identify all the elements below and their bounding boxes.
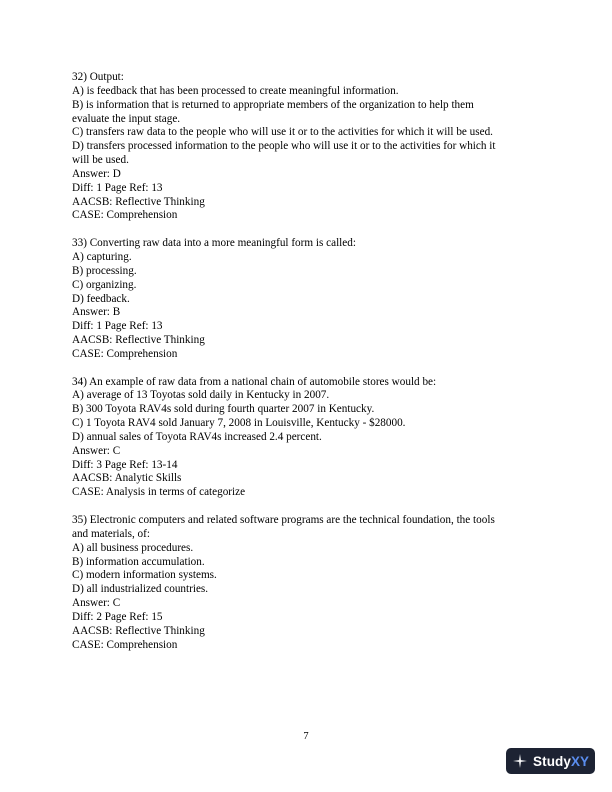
question-line: D) feedback. bbox=[72, 292, 130, 305]
question-line: Answer: D bbox=[72, 167, 121, 180]
question-line: Answer: C bbox=[72, 444, 121, 457]
question-line: C) transfers raw data to the people who will use it or to the activities for which it will be used. bbox=[72, 126, 493, 139]
question-line: A) is feedback that has been processed to create meaningful information. bbox=[72, 84, 399, 97]
question-line: AACSB: Analytic Skills bbox=[72, 472, 182, 485]
question-line: A) all business procedures. bbox=[72, 541, 194, 554]
question-line: B) is information that is returned to appropriate members of the organization to help them bbox=[72, 98, 474, 111]
question-line: Answer: C bbox=[72, 597, 121, 610]
question-line: AACSB: Reflective Thinking bbox=[72, 624, 205, 637]
question-line: B) 300 Toyota RAV4s sold during fourth quarter 2007 in Kentucky. bbox=[72, 403, 375, 416]
question-line: 35) Electronic computers and related software programs are the technical foundation, the tools bbox=[72, 514, 495, 526]
badge-brand-accent: XY bbox=[571, 753, 590, 769]
question-line: AACSB: Reflective Thinking bbox=[72, 195, 205, 208]
question-line: A) capturing. bbox=[72, 250, 132, 263]
question-block bbox=[72, 71, 542, 223]
question-list bbox=[72, 71, 542, 666]
question-line: evaluate the input stage. bbox=[72, 112, 181, 125]
question-line: and materials, of: bbox=[72, 527, 150, 540]
question-line: D) annual sales of Toyota RAV4s increased 2.4 percent. bbox=[72, 430, 322, 443]
page-number: 7 bbox=[303, 731, 309, 742]
question-line: Answer: B bbox=[72, 306, 121, 319]
question-line: Diff: 1 Page Ref: 13 bbox=[72, 181, 163, 194]
question-line: 32) Output: bbox=[72, 71, 124, 83]
question-line: CASE: Analysis in terms of categorize bbox=[72, 486, 246, 499]
question-line: AACSB: Reflective Thinking bbox=[72, 334, 205, 347]
question-line: 34) An example of raw data from a national chain of automobile stores would be: bbox=[72, 375, 437, 388]
question-line: will be used. bbox=[72, 154, 129, 167]
question-line: A) average of 13 Toyotas sold daily in Kentucky in 2007. bbox=[72, 389, 330, 402]
question-line: B) processing. bbox=[72, 264, 137, 277]
question-line: C) modern information systems. bbox=[72, 569, 217, 582]
question-block bbox=[72, 376, 542, 501]
question-line: CASE: Comprehension bbox=[72, 347, 178, 360]
question-line: Diff: 3 Page Ref: 13-14 bbox=[72, 458, 178, 471]
question-line: D) transfers processed information to the people who will use it or to the activities for which it bbox=[72, 140, 496, 153]
question-line: CASE: Comprehension bbox=[72, 209, 178, 222]
question-line: C) organizing. bbox=[72, 278, 137, 291]
studyxy-badge[interactable] bbox=[506, 748, 595, 774]
question-block bbox=[72, 237, 542, 362]
question-line: B) information accumulation. bbox=[72, 555, 205, 568]
question-block bbox=[72, 514, 542, 652]
question-line: Diff: 2 Page Ref: 15 bbox=[72, 610, 163, 623]
question-line: CASE: Comprehension bbox=[72, 638, 178, 651]
question-line: C) 1 Toyota RAV4 sold January 7, 2008 in Louisville, Kentucky - $28000. bbox=[72, 417, 406, 430]
question-line: 33) Converting raw data into a more meaningful form is called: bbox=[72, 237, 356, 250]
badge-brand-main: Study bbox=[533, 753, 572, 769]
question-line: D) all industrialized countries. bbox=[72, 583, 209, 596]
question-line: Diff: 1 Page Ref: 13 bbox=[72, 320, 163, 333]
plus-sparkle-icon bbox=[513, 754, 527, 768]
